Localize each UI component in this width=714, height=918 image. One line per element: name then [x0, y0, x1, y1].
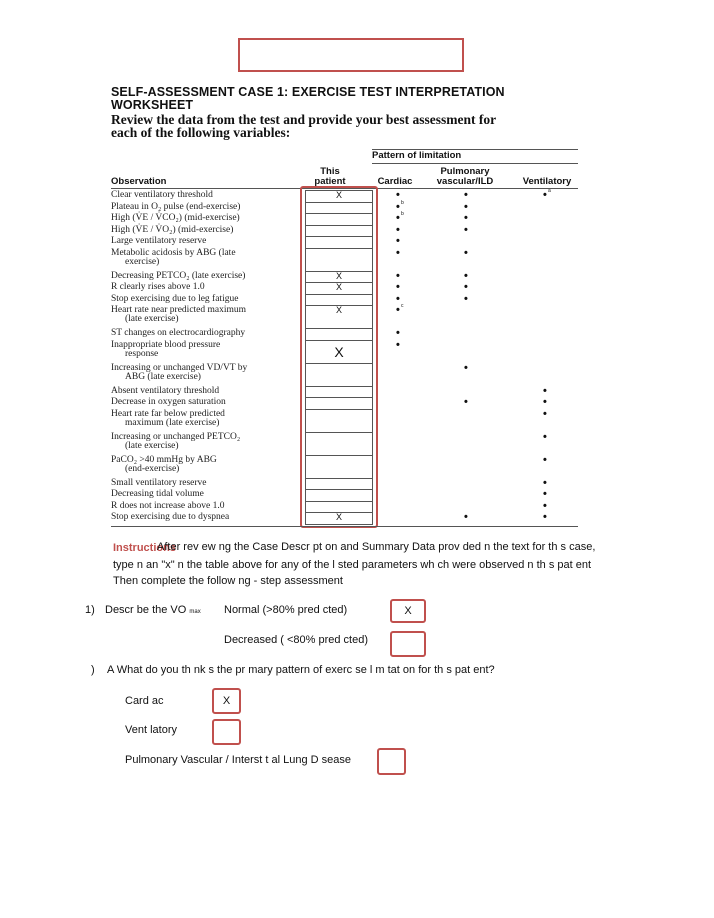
instructions-line-2: type n an "x" n the table above for any of the l sted parameters wh ch were observed n th s pat ent [113, 559, 592, 571]
q2-pulmonary-label: Pulmonary Vascular / Interst t al Lung D sease [125, 754, 352, 766]
pattern-dot: • [396, 269, 400, 282]
q2-pulmonary-checkbox[interactable] [377, 748, 406, 775]
observation-line: Inappropriate blood pressure [111, 339, 221, 350]
q1-decreased-label: Decreased ( <80% pred cted) [224, 634, 368, 646]
q1-normal-checkbox[interactable]: X [390, 599, 426, 623]
pattern-dot: • [464, 269, 468, 282]
patient-mark-cell[interactable]: X [305, 190, 373, 203]
pattern-dot: • [396, 281, 400, 294]
pattern-dot: • [396, 223, 400, 236]
observation-line: (end-exercise) [125, 463, 180, 474]
patient-mark-cell[interactable]: X [305, 282, 373, 295]
observation-label [111, 364, 301, 382]
q2-number: ) [91, 664, 95, 676]
footnote-marker: a [548, 188, 551, 194]
pattern-dot: • [464, 200, 468, 213]
observation-line: Stop exercising due to dyspnea [111, 512, 230, 523]
q1-text: Descr be the VO max [105, 604, 201, 616]
observation-label [111, 387, 301, 396]
observation-label [111, 341, 301, 359]
q1-normal-label: Normal (>80% pred cted) [224, 604, 348, 616]
observation-line: Decrease in oxygen saturation [111, 397, 226, 408]
observation-label [111, 479, 301, 488]
observation-line: R clearly rises above 1.0 [111, 282, 205, 293]
observation-label [111, 433, 301, 451]
observation-line: Increasing or unchanged VD/VT by [111, 362, 248, 373]
instructions-line-1: After rev ew ng the Case Descr pt on and Summary Data prov ded n the text for th s case, [157, 541, 596, 553]
pattern-dot: • [543, 430, 547, 443]
col-pulmonary: Pulmonary vascular/ILD [436, 166, 494, 187]
observation-label [111, 456, 301, 474]
observation-label [111, 214, 301, 223]
pattern-dot: • [396, 304, 400, 317]
observation-label [111, 329, 301, 338]
pattern-dot: • [543, 453, 547, 466]
q1-decreased-checkbox[interactable] [390, 631, 426, 657]
observation-label [111, 191, 301, 200]
header-blank-box [238, 38, 464, 72]
pattern-dot: • [464, 396, 468, 409]
observation-line: response [125, 348, 159, 359]
q2-text: A What do you th nk s the pr mary pattern of exerc se l m tat on for th s pat ent? [107, 664, 495, 676]
observation-line: Decreasing PETCO₂ (late exercise) [111, 270, 246, 281]
q2-ventilatory-checkbox[interactable] [212, 719, 241, 745]
observation-label [111, 306, 301, 324]
q2-cardiac-checkbox[interactable]: X [212, 688, 241, 714]
worksheet-subtitle: Review the data from the test and provide your best assessment for each of the following variables: [111, 112, 497, 140]
pattern-dot: • [464, 281, 468, 294]
observation-line: exercise) [125, 256, 160, 267]
instructions-line-3: Then complete the follow ng - step assessment [113, 575, 343, 587]
observation-line: Heart rate near predicted maximum [111, 305, 247, 316]
pattern-dot: • [464, 246, 468, 259]
pattern-dot: • [396, 292, 400, 305]
pattern-dot: • [543, 476, 547, 489]
q1-number: 1) [85, 604, 95, 616]
observation-label [111, 410, 301, 428]
pattern-dot: • [543, 511, 547, 524]
observation-label [111, 398, 301, 407]
pattern-dot: • [543, 189, 547, 201]
observation-line: ST changes on electrocardiography [111, 328, 246, 339]
observation-line: R does not increase above 1.0 [111, 500, 225, 511]
pattern-dot: • [543, 384, 547, 397]
col-this-patient: This patient [314, 166, 346, 187]
footnote-marker: b [401, 199, 404, 206]
pattern-dot: • [464, 511, 468, 524]
col-observation: Observation [111, 176, 167, 187]
observation-line: Clear ventilatory threshold [111, 190, 213, 200]
pattern-dot: • [396, 338, 400, 351]
observation-label [111, 249, 301, 267]
observation-label [111, 237, 301, 246]
observation-line: Large ventilatory reserve [111, 236, 207, 247]
pattern-dot: • [396, 200, 400, 213]
observation-line: Decreasing tidal volume [111, 489, 204, 500]
instructions-label: Instructions [113, 542, 176, 554]
observation-label [111, 272, 301, 281]
observation-label [111, 203, 301, 212]
observation-line: Small ventilatory reserve [111, 477, 207, 488]
pattern-dot: • [396, 246, 400, 259]
observation-line: Increasing or unchanged PETCO₂ [111, 431, 241, 442]
pattern-dot: • [543, 407, 547, 420]
col-cardiac: Cardiac [377, 176, 413, 187]
patient-mark-cell[interactable]: X [305, 512, 373, 525]
pattern-dot: • [396, 212, 400, 225]
observation-label [111, 513, 301, 522]
pattern-dot: • [464, 212, 468, 225]
observation-line: Stop exercising due to leg fatigue [111, 293, 239, 304]
footnote-marker: b [401, 211, 404, 218]
observation-label [111, 295, 301, 304]
pattern-dot: • [543, 396, 547, 409]
col-ventilatory: Ventilatory [522, 176, 572, 187]
observation-line: Heart rate far below predicted [111, 408, 225, 419]
observation-line: High (V̇E / V̇O₂) (mid-exercise) [111, 224, 234, 235]
observation-label [111, 490, 301, 499]
observation-label [111, 283, 301, 292]
q2-cardiac-label: Card ac [125, 695, 164, 707]
pattern-dot: • [396, 235, 400, 248]
table-bottom-rule [111, 526, 578, 527]
q2-ventilatory-label: Vent latory [125, 724, 177, 736]
observation-line: Plateau in O₂ pulse (end-exercise) [111, 201, 241, 212]
observation-line: ABG (late exercise) [125, 371, 201, 382]
observation-line: PaCO₂ >40 mmHg by ABG [111, 454, 217, 465]
footnote-marker: c [401, 303, 404, 310]
observation-line: High (V̇E / V̇CO₂) (mid-exercise) [111, 213, 240, 224]
observation-line: (late exercise) [125, 314, 179, 325]
observation-line: (late exercise) [125, 440, 179, 451]
patient-mark-cell[interactable]: X [305, 305, 373, 329]
observation-label [111, 226, 301, 235]
pattern-dot: • [464, 189, 468, 201]
patient-mark-cell[interactable]: X [305, 340, 373, 364]
observation-label [111, 502, 301, 511]
pattern-dot: • [543, 488, 547, 501]
observation-line: Absent ventilatory threshold [111, 385, 220, 396]
pattern-dot: • [396, 327, 400, 340]
pattern-dot: • [464, 223, 468, 236]
group-header: Pattern of limitation [372, 150, 462, 161]
pattern-dot: • [396, 189, 400, 201]
pattern-dot: • [464, 292, 468, 305]
pattern-dot: • [464, 361, 468, 374]
patient-mark-cell[interactable]: X [305, 271, 373, 284]
observation-line: Metabolic acidosis by ABG (late [111, 247, 236, 258]
observation-line: maximum (late exercise) [125, 417, 220, 428]
pattern-dot: • [543, 499, 547, 512]
group-header-rule [372, 163, 578, 164]
worksheet-title: SELF-ASSESSMENT CASE 1: EXERCISE TEST INTERPRETATION WORKSHEET [111, 85, 505, 112]
this-patient-column-box [300, 186, 378, 528]
